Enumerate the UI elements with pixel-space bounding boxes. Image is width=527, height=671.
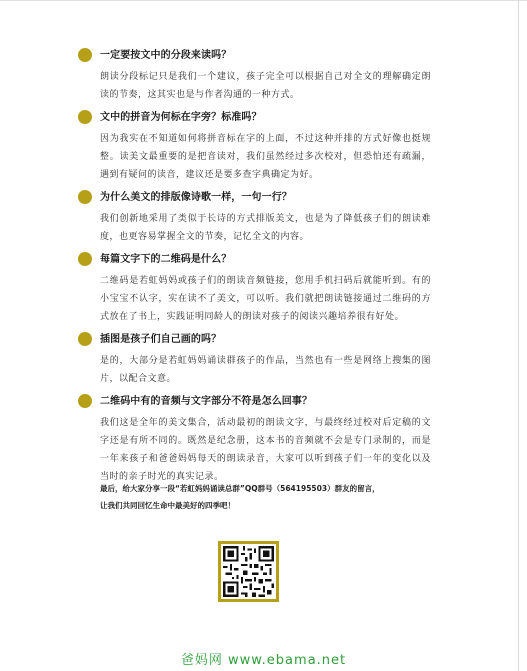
closing-line: 最后，给大家分享一段“若虹妈妈诵读总群”QQ群号（564195503）群友的留言， [100,484,380,493]
faq-answer: 二维码是若虹妈妈或孩子们的朗读音频链接，您用手机扫码后就能听到。有的小宝宝不认字，实在读不了美文，可以听。我们就把朗读链接通过二维码的方式放在了书上，实践证明同龄人的朗读对孩子的阅读兴趣培养很有好处。 [100,276,431,322]
faq-item [78,332,438,388]
right-border [518,0,519,671]
faq-answer: 是的，大部分是若虹妈妈诵读群孩子的作品，当然也有一些是网络上搜集的图片，以配合文意。 [100,356,431,384]
faq-question: 二维码中有的音频与文字部分不符是怎么回事？ [100,396,313,407]
faq-answer: 朗读分段标记只是我们一个建议，孩子完全可以根据自己对全文的理解确定朗读的节奏，这其实也是与作者沟通的一种方式。 [100,72,431,100]
faq-item [78,252,438,326]
closing-note [100,480,440,514]
circle-bullet-icon [78,252,92,266]
circle-bullet-icon [78,48,92,62]
faq-question: 一定要按文中的分段来读吗？ [100,50,232,61]
faq-question: 为什么美文的排版像诗歌一样，一句一行？ [100,192,292,203]
top-border [0,0,527,1]
faq-list [78,48,438,492]
faq-item [78,190,438,246]
faq-answer: 我们这是全年的美文集合，活动最初的朗读文字，与最终经过校对后定稿的文字还是有所不同的。既然是纪念册，这本书的音频就不会是专门录制的，而是一年来孩子和爸爸妈妈每天的朗读录音，大家可以听到孩子们一年的变化以及当时的亲子时光的真实记录。 [100,418,431,482]
circle-bullet-icon [78,332,92,346]
closing-line: 让我们共同回忆生命中最美好的四季吧！ [100,501,235,510]
circle-bullet-icon [78,394,92,408]
qr-code-graphic [221,544,276,599]
faq-item [78,48,438,104]
faq-item [78,394,438,486]
watermark-footer[interactable]: 爸妈网 www.ebama.net [180,653,347,668]
circle-bullet-icon [78,110,92,124]
faq-question: 插图是孩子们自己画的吗？ [100,334,222,345]
faq-question: 每篇文字下的二维码是什么？ [100,254,232,265]
qr-code-icon[interactable] [218,541,279,602]
faq-item [78,110,438,184]
faq-answer: 因为我实在不知道如何将拼音标在字的上面，不过这种并排的方式好像也挺规整。读美文最重要的是把音读对，我们虽然经过多次校对，但恐怕还有疏漏，遇到有疑问的读音，建议还是要多查字典确定为好。 [100,134,431,180]
circle-bullet-icon [78,190,92,204]
faq-answer: 我们创新地采用了类似于长诗的方式排版美文，也是为了降低孩子们的朗读难度，也更容易掌握全文的节奏，记忆全文的内容。 [100,214,431,242]
faq-question: 文中的拼音为何标在字旁？标准吗？ [100,112,262,123]
